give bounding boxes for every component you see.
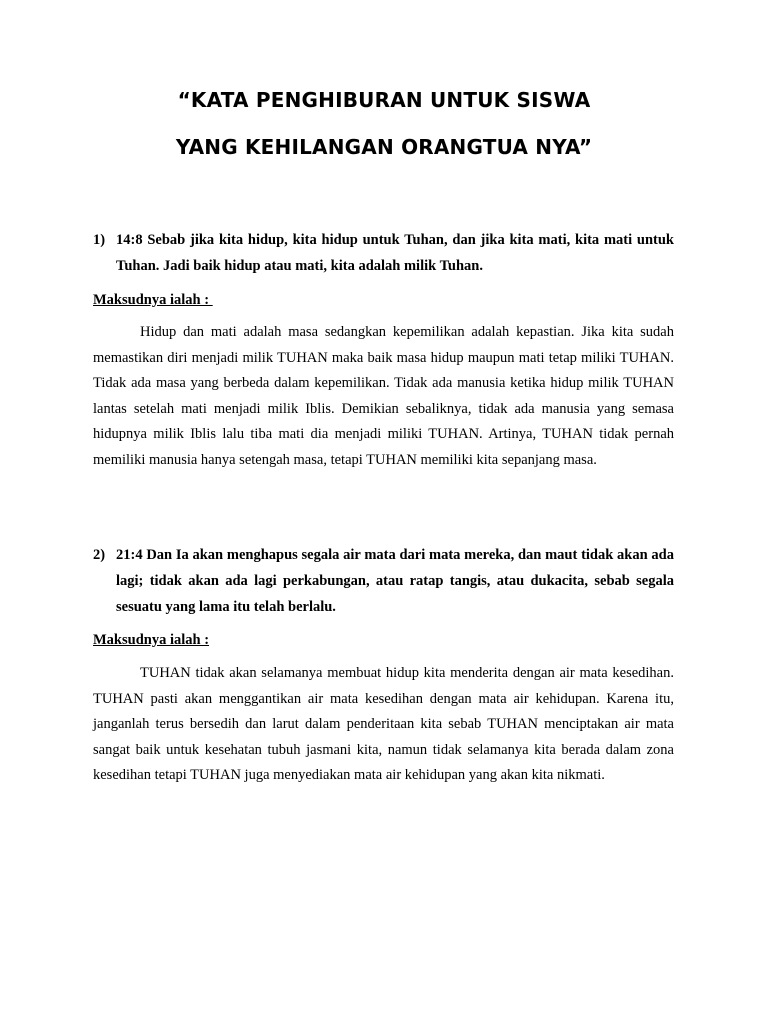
list-number: 1) [93, 232, 106, 248]
verse-text: 14:8 Sebab jika kita hidup, kita hidup untuk Tuhan, dan jika kita mati, kita mati untuk Tuhan. Jadi baik hidup atau mati, kita adalah milik Tuhan. [116, 232, 674, 274]
list-number: 2) [93, 547, 106, 563]
explanation-label: Maksudnya ialah : [93, 292, 213, 308]
verse-text: 21:4 Dan Ia akan menghapus segala air mata dari mata mereka, dan maut tidak akan ada lagi; tidak akan ada lagi perkabungan, atau ratap tangis, atau dukacita, sebab segala sesuatu yang lama itu telah berlalu. [116, 547, 674, 615]
explanation-paragraph: TUHAN tidak akan selamanya membuat hidup kita menderita dengan air mata kesedihan. TUHAN pasti akan menggantikan air mata kesedihan dengan mata air kehidupan. Karena itu, janganlah terus bersedih dan larut dalam penderitaan kita sebab TUHAN menciptakan air mata sangat baik untuk kesehatan tubuh jasmani kita, namun tidak selamanya kita berada dalam zona kesedihan tetapi TUHAN juga menyediakan mata air kehidupan yang akan kita nikmati. [93, 665, 674, 784]
document-title-line-2: YANG KEHILANGAN ORANGTUA NYA” [175, 135, 593, 159]
explanation-paragraph: Hidup dan mati adalah masa sedangkan kepemilikan adalah kepastian. Jika kita sudah memastikan diri menjadi milik TUHAN maka baik masa hidup maupun mati tetap miliki TUHAN. Tidak ada masa yang berbeda dalam kepemilikan. Tidak ada manusia ketika hidup milik TUHAN lantas setelah mati menjadi milik Iblis. Demikian sebaliknya, tidak ada manusia yang semasa hidupnya milik Iblis lalu tiba mati dia menjadi miliki TUHAN. Artinya, TUHAN tidak pernah memiliki manusia hanya setengah masa, tetapi TUHAN memiliki kita sepanjang masa. [93, 324, 674, 468]
explanation-label: Maksudnya ialah : [93, 632, 210, 648]
verse-item-1 [93, 227, 674, 279]
verse-item-2 [93, 542, 674, 620]
document-title-line-1: “KATA PENGHIBURAN UNTUK SISWA [177, 88, 591, 112]
